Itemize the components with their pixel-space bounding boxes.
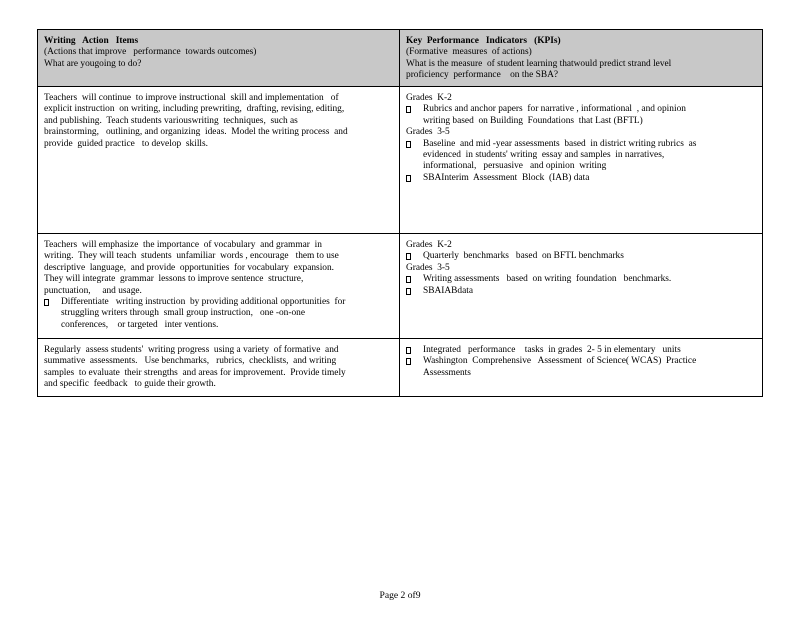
text-line: SBAIABdata [423,285,473,296]
text-line: Teachers will emphasize the importance of vocabulary and grammar in [44,240,322,250]
bullet-box-icon [44,299,49,306]
text-line: Differentiate writing instruction by providing additional opportunities for [61,297,346,308]
text-line: Assessments [423,367,471,378]
row2-kpi [400,234,763,339]
header-writing-action-items [38,30,400,87]
list-item [406,356,756,379]
text-line: punctuation, and usage. [44,285,142,296]
text-line: Teachers will continue to improve instructional skill and implementation of [44,93,339,103]
text-line: struggling writers through small group instruction, one -on-one [61,308,305,319]
list-item [44,297,393,331]
bullet-box-icon [406,288,411,295]
grade-label: Grades K-2 [406,93,452,103]
list-item [406,139,756,173]
text-line: conferences, or targeted inter ventions. [61,319,219,330]
table-header-row [38,30,763,87]
bullet-box-icon [406,141,411,148]
table-row [38,234,763,339]
text-line: Integrated performance tasks in grades 2- 5 in elementary units [423,345,681,355]
table-row [38,339,763,397]
row3-action [38,339,400,397]
list-item [406,251,756,262]
page-number: Page 2 of9 [379,590,421,601]
text-line: Baseline and mid -year assessments based in district writing rubrics as [423,138,697,149]
bullet-box-icon [406,253,411,260]
row2-action [38,234,400,339]
text-line: brainstorming, outlining, and organizing ideas. Model the writing process and [44,127,348,138]
action-plan-table [37,29,763,397]
row1-action [38,87,400,234]
text-line: They will integrate grammar lessons to improve sentence structure, [44,274,304,285]
bullet-box-icon [406,106,411,113]
header-left-sub2: What are yougoing to do? [44,58,142,69]
text-line: summative assessments. Use benchmarks, rubrics, checklists, and writing [44,356,337,367]
text-line: and publishing. Teach students variouswriting techniques, such as [44,115,298,126]
header-right-sub3: proficiency performance on the SBA? [406,70,559,81]
header-left-sub1: (Actions that improve performance towards outcomes) [44,47,257,58]
text-line: and specific feedback to guide their growth. [44,379,216,390]
bullet-box-icon [406,175,411,182]
list-item [406,173,756,184]
bullet-box-icon [406,347,411,354]
header-right-sub1: (Formative measures of actions) [406,47,532,58]
text-line: informational, persuasive and opinion writing [423,161,607,172]
text-line: Writing assessments based on writing foundation benchmarks. [423,274,672,285]
header-left-title: Writing Action Items [44,36,139,46]
list-item [406,286,756,297]
grade-label: Grades 3-5 [406,262,450,273]
list-item [406,274,756,285]
text-line: writing based on Building Foundations that Last (BFTL) [423,115,643,126]
text-line: Washington Comprehensive Assessment of Science( WCAS) Practice [423,356,697,367]
text-line: provide guided practice to develop skills. [44,138,209,149]
text-line: Quarterly benchmarks based on BFTL benchmarks [423,251,624,262]
text-line: descriptive language, and provide opportunities for vocabulary expansion. [44,262,335,273]
row1-kpi [400,87,763,234]
row3-kpi [400,339,763,397]
list-item [406,104,756,127]
text-line: evidenced in students' writing essay and samples in narratives, [423,150,665,161]
text-line: samples to evaluate their strengths and areas for improvement. Provide timely [44,367,346,378]
table-row [38,87,763,234]
header-right-title: Key Performance Indicators (KPIs) [406,36,561,46]
text-line: Regularly assess students' writing progress using a variety of formative and [44,345,339,355]
text-line: Rubrics and anchor papers for narrative , informational , and opinion [423,104,686,115]
header-kpis [400,30,763,87]
grade-label: Grades 3-5 [406,127,450,138]
text-line: explicit instruction on writing, including prewriting, drafting, revising, editing, [44,104,345,115]
text-line: writing. They will teach students unfamiliar words , encourage them to use [44,251,339,262]
text-line: SBAInterim Assessment Block (IAB) data [423,172,590,183]
bullet-box-icon [406,358,411,365]
header-right-sub2: What is the measure of student learning thatwould predict strand level [406,58,672,69]
list-item [406,345,756,356]
grade-label: Grades K-2 [406,240,452,250]
bullet-box-icon [406,276,411,283]
